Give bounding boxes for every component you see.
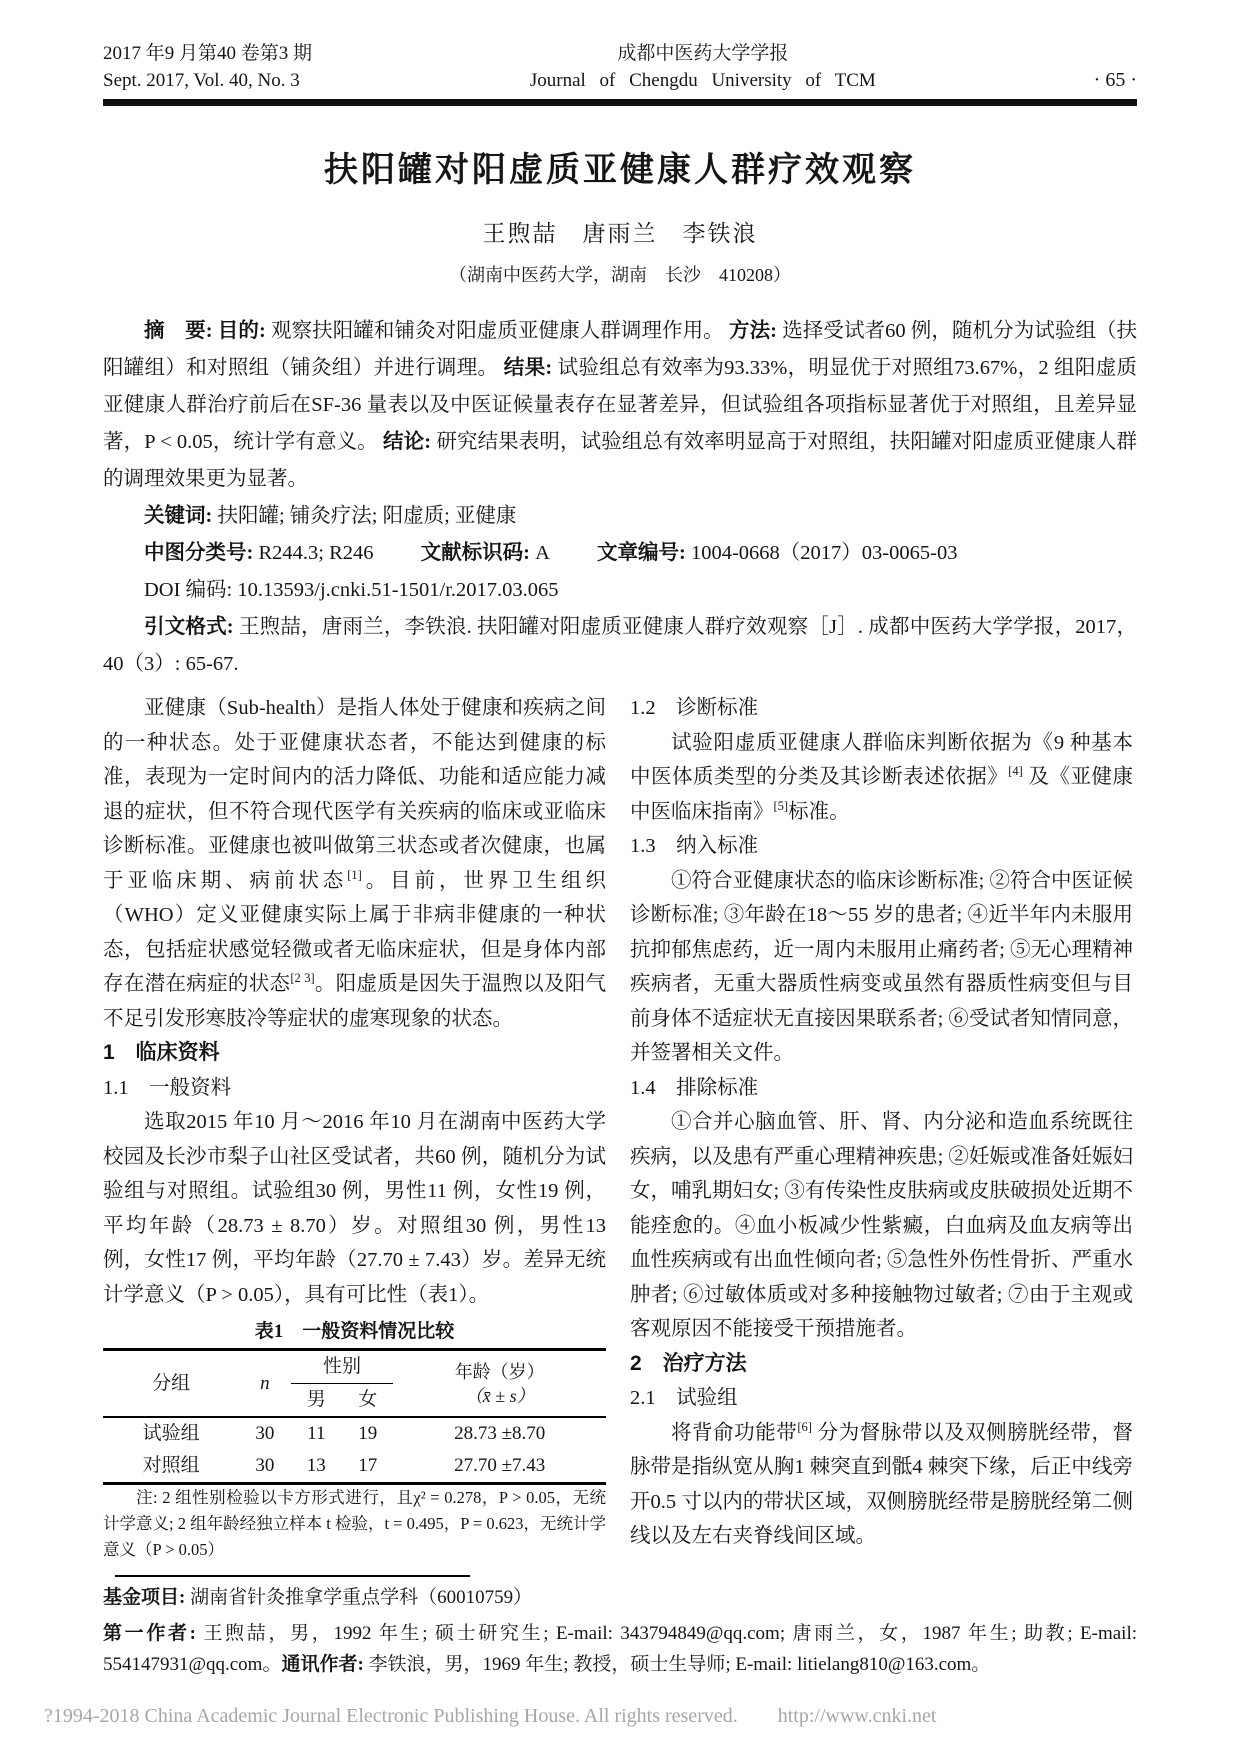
fund-label: 基金项目: xyxy=(103,1587,186,1608)
section-1-heading: 1 临床资料 xyxy=(103,1041,220,1064)
col-n: n xyxy=(260,1372,270,1394)
results-label: 结果: xyxy=(503,357,553,379)
table-row xyxy=(103,1417,606,1450)
objective-text: 观察扶阳罐和铺灸对阳虚质亚健康人群调理作用。 xyxy=(271,320,724,342)
article-id-value: 1004-0668（2017）03-0065-03 xyxy=(690,542,958,564)
section-1-3-heading: 1.3 纳入标准 xyxy=(630,835,759,857)
treatment-paragraph xyxy=(630,1416,1133,1554)
diagnosis-paragraph xyxy=(630,726,1133,830)
citation-label: 引文格式: xyxy=(144,616,234,638)
article-authors: 王煦喆 唐雨兰 李铁浪 xyxy=(482,221,758,246)
doc-code-label: 文献标识码: xyxy=(420,542,530,564)
ref-4: [4] xyxy=(1008,764,1023,779)
citation-text: 王煦喆，唐雨兰，李铁浪. 扶阳罐对阳虚质亚健康人群疗效观察［J］. 成都中医药大学学报，2017，40（3）: 65-67. xyxy=(103,616,1137,675)
table-1-grid xyxy=(103,1348,606,1485)
ref-6: [6] xyxy=(797,1419,812,1434)
section-1-2-heading: 1.2 诊断标准 xyxy=(630,697,759,719)
article-title: 扶阳罐对阳虚质亚健康人群疗效观察 xyxy=(324,151,916,189)
section-1-1-heading: 1.1 一般资料 xyxy=(103,1076,232,1099)
corresponding-text: 李铁浪，男，1969 年生; 教授，硕士生导师; E-mail: litielang810@163.com。 xyxy=(368,1654,991,1675)
issue-line-cn: 2017 年9 月第40 卷第3 期 xyxy=(103,43,313,64)
diagnosis-text-1: 试验阳虚质亚健康人群临床判断依据为《9 种基本中医体质类型的分类及其诊断表述依据》 xyxy=(630,731,1133,788)
author-note-line xyxy=(103,1618,1137,1680)
section-1-4-heading: 1.4 排除标准 xyxy=(630,1076,759,1099)
cell-male: 13 xyxy=(306,1455,326,1476)
cell-male: 11 xyxy=(307,1423,326,1444)
first-author-label: 第一作者: xyxy=(103,1623,197,1644)
ref-5: [5] xyxy=(773,798,789,813)
body-columns xyxy=(103,691,1137,1563)
journal-header xyxy=(103,0,1137,94)
table-1-caption: 表1 一般资料情况比较 xyxy=(254,1321,455,1342)
col-age xyxy=(393,1350,606,1418)
methods-text: 选择受试者60 例，随机分为试验组（扶阳罐组）和对照组（铺灸组）并进行调理。 xyxy=(103,320,1138,379)
cell-female: 17 xyxy=(358,1455,378,1476)
section-2-heading: 2 治疗方法 xyxy=(630,1351,747,1375)
intro-text-2: 。目前，世界卫生组织（WHO）定义亚健康实际上属于非病非健康的一种状态，包括症状感觉轻微或者无临床症状，但是身体内部存在潜在病症的状态 xyxy=(103,869,607,995)
conclusion-label: 结论: xyxy=(383,431,432,453)
citation-line xyxy=(103,609,1137,683)
first-author-text: 王煦喆，男，1992 年生; 硕士研究生; E-mail: 343794849@qq.com; 唐雨兰，女，1987 年生; 助教; E-mail: 554147931@qq.com。 xyxy=(103,1623,1138,1675)
keywords-label: 关键词: xyxy=(144,505,213,527)
doi-label: DOI 编码: xyxy=(144,579,233,601)
section-2-1-heading: 2.1 试验组 xyxy=(630,1387,738,1409)
ref-1: [1] xyxy=(347,867,362,882)
conclusion-text: 研究结果表明，试验组总有效率明显高于对照组，扶阳罐对阳虚质亚健康人群的调理效果更为显著。 xyxy=(103,431,1138,490)
ref-2-3: [2 3] xyxy=(290,971,315,986)
cell-group: 对照组 xyxy=(142,1455,200,1476)
col-female: 女 xyxy=(358,1389,378,1410)
issue-line-en: Sept. 2017, Vol. 40, No. 3 xyxy=(103,70,300,91)
cell-n: 30 xyxy=(255,1423,275,1444)
corresponding-label: 通讯作者: xyxy=(281,1654,364,1675)
fund-line xyxy=(103,1582,1137,1613)
table-1-header xyxy=(103,1350,606,1418)
left-column xyxy=(103,691,606,1563)
article-id-label: 文章编号: xyxy=(597,542,686,564)
inclusion-paragraph: ①符合亚健康状态的临床诊断标准; ②符合中医证候诊断标准; ③年龄在18～55 岁的患者; ④近半年内未服用抗抑郁焦虑药，近一周内未服用止痛药者; ⑤无心理精神疾病者，无重大器质性病变或虽然有器质性病变但与目前身体不适症状无直接因果联系者; ⑥受试者知情同意，并签署相关文件。 xyxy=(630,869,1133,1064)
keywords-text: 扶阳罐; 铺灸疗法; 阳虚质; 亚健康 xyxy=(217,505,517,527)
clc-value: R244.3; R246 xyxy=(258,542,374,564)
article-affiliation: （湖南中医药大学，湖南 长沙 410208） xyxy=(449,265,791,285)
classification-line xyxy=(103,535,1137,572)
doi-line xyxy=(103,572,1137,609)
col-sex: 性别 xyxy=(291,1350,394,1384)
page-number: · 65 · xyxy=(1093,69,1137,91)
cell-age: 27.70 ±7.43 xyxy=(454,1455,546,1476)
clc-label: 中图分类号: xyxy=(144,542,254,564)
results-text: 试验组总有效率为93.33%，明显优于对照组73.67%，2 组阳虚质亚健康人群治疗前后在SF-36 量表以及中医证候量表存在显著差异，但试验组各项指标显著优于对照组，且差异显著，P < 0.05，统计学有意义。 xyxy=(103,357,1138,453)
intro-text-1: 亚健康（Sub-health）是指人体处于健康和疾病之间的一种状态。处于亚健康状态者，不能达到健康的标准，表现为一定时间内的活力降低、功能和适应能力减退的症状，但不符合现代医学有关疾病的临床或亚临床诊断标准。亚健康也被叫做第三状态或者次健康，也属于亚临床期、病前状态 xyxy=(103,697,606,892)
frontmatter xyxy=(103,313,1137,683)
table-1-note: 注: 2 组性别检验以卡方形式进行，且χ² = 0.278，P > 0.05，无统计学意义; 2 组年龄经独立样本 t 检验，t = 0.495，P = 0.623，无统计学意义（P > 0.05） xyxy=(103,1488,606,1559)
objective-label: 目的: xyxy=(217,320,266,342)
keywords-line xyxy=(103,498,1137,535)
cell-female: 19 xyxy=(358,1423,378,1444)
general-data-paragraph: 选取2015 年10 月～2016 年10 月在湖南中医药大学校园及长沙市梨子山社区受试者，共60 例，随机分为试验组与对照组。试验组30 例，男性11 例，女性19 例，平均年龄（28.73 ± 8.70）岁。对照组30 例，男性13 例，女性17 例，平均年龄（27.70 ± 7.43）岁。差异无统计学意义（P > 0.05），具有可比性（表1）。 xyxy=(103,1111,606,1306)
issue-info xyxy=(103,40,312,94)
journal-name-en: Journal of Chengdu University of TCM xyxy=(529,70,876,91)
cnki-copyright: ?1994-2018 China Academic Journal Electronic Publishing House. All rights reserved. http://www.cnki.net xyxy=(44,1705,937,1727)
treatment-text-1: 将背俞功能带 xyxy=(671,1421,798,1444)
right-column xyxy=(630,691,1133,1554)
col-age-line2: （x̄ ± s） xyxy=(464,1385,535,1406)
intro-paragraph xyxy=(103,691,606,1036)
treatment-text-2: 分为督脉带以及双侧膀胱经带，督脉带是指纵宽从胸1 棘突直到骶4 棘突下缘，后正中线旁开0.5 寸以内的带状区域，双侧膀胱经带是膀胱经第二侧线以及左右夹脊线间区域。 xyxy=(630,1421,1134,1547)
table-1 xyxy=(103,1316,606,1563)
abstract-paragraph xyxy=(103,313,1137,498)
methods-label: 方法: xyxy=(728,320,777,342)
col-age-line1: 年龄（岁） xyxy=(454,1361,545,1382)
col-male: 男 xyxy=(306,1389,326,1410)
journal-name-cn: 成都中医药大学学报 xyxy=(617,43,789,64)
fund-text: 湖南省针灸推拿学重点学科（60010759） xyxy=(190,1587,533,1608)
col-group: 分组 xyxy=(152,1372,191,1394)
diagnosis-text-3: 标准。 xyxy=(788,800,850,823)
doi-value: 10.13593/j.cnki.51-1501/r.2017.03.065 xyxy=(237,579,559,601)
footnote-block xyxy=(103,1575,1137,1680)
intro-text-3: 。阳虚质是因失于温煦以及阳气不足引发形寒肢冷等症状的虚寒现象的状态。 xyxy=(103,973,607,1030)
diagnosis-text-2: 及《亚健康中医临床指南》 xyxy=(630,766,1134,823)
abstract-label: 摘 要: xyxy=(144,320,213,342)
doc-code-value: A xyxy=(535,542,550,564)
exclusion-paragraph: ①合并心脑血管、肝、肾、内分泌和造血系统既往疾病，以及患有严重心理精神疾患; ②妊娠或准备妊娠妇女，哺乳期妇女; ③有传染性皮肤病或皮肤破损处近期不能痊愈的。④血小板减少性紫癜，白血病及血友病等出血性疾病或有出血性倾向者; ⑤急性外伤性骨折、严重水肿者; ⑥过敏体质或对多种接触物过敏者; ⑦由于主观或客观原因不能接受干预措施者。 xyxy=(630,1111,1133,1340)
journal-name xyxy=(530,40,876,94)
footnote-rule xyxy=(115,1575,470,1577)
header-rule xyxy=(103,99,1137,106)
cell-age: 28.73 ±8.70 xyxy=(454,1423,546,1444)
cell-n: 30 xyxy=(255,1455,275,1476)
table-row xyxy=(103,1450,606,1484)
cell-group: 试验组 xyxy=(142,1423,200,1444)
